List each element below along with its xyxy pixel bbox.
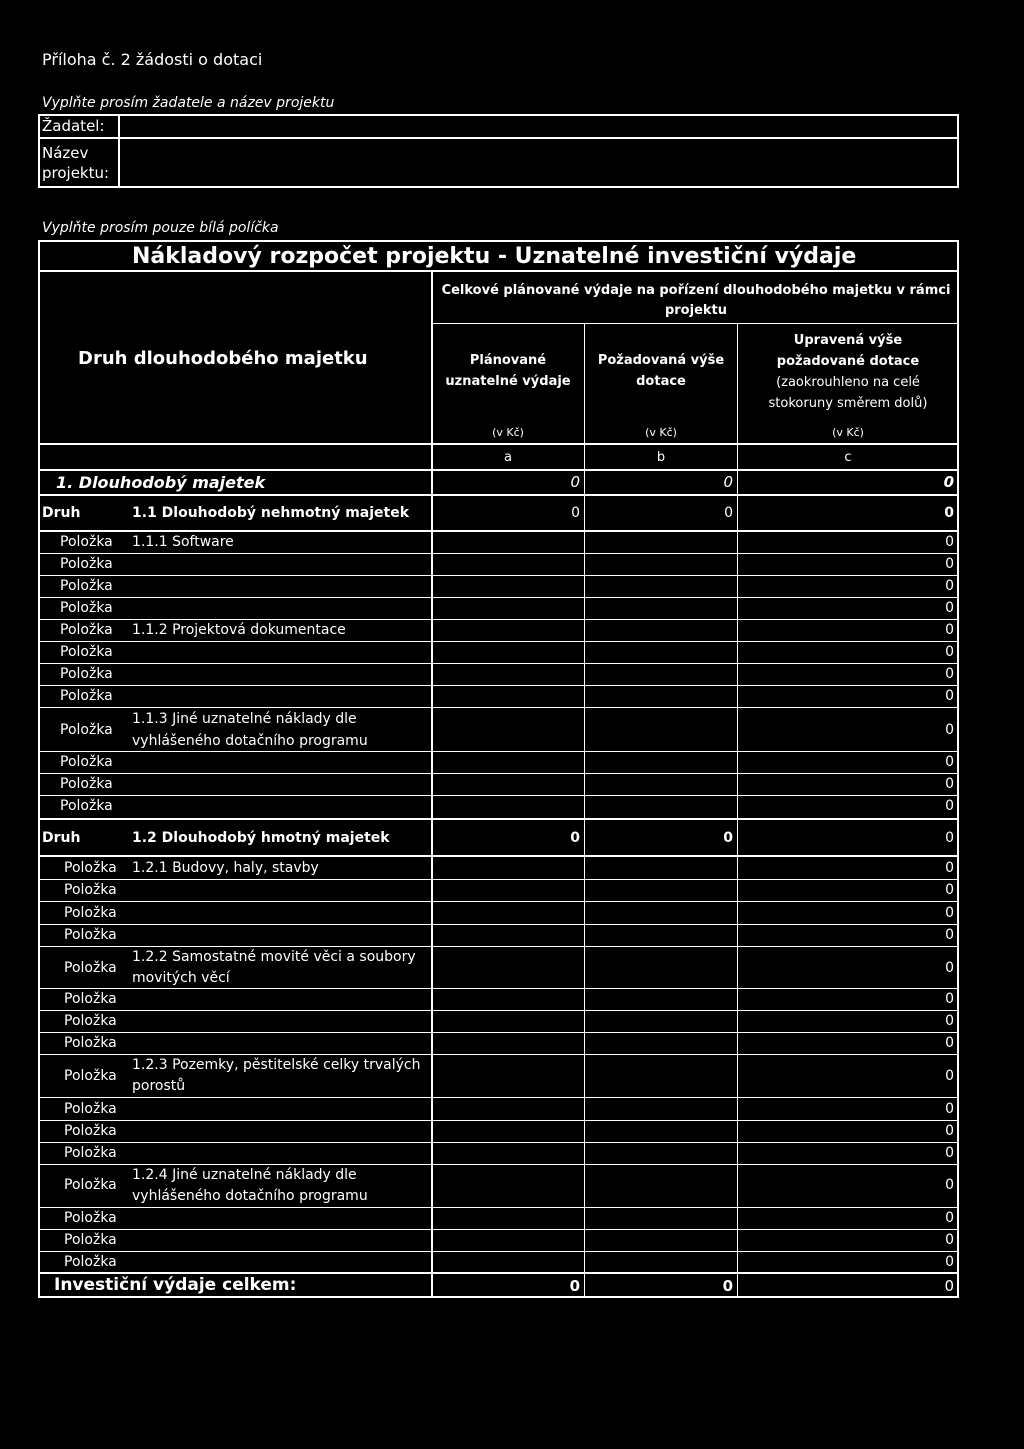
row-label: Položka: [64, 1035, 117, 1051]
item-1-2-1: 1.2.1 Budovy, haly, stavby: [132, 860, 319, 876]
row-value-c: 0: [945, 927, 954, 943]
row-label: Položka: [60, 722, 113, 738]
row-label: Položka: [64, 1101, 117, 1117]
unit-b: (v Kč): [645, 426, 677, 439]
row-value-c: 0: [945, 1145, 954, 1161]
item-1-2-3-line2: porostů: [132, 1078, 186, 1094]
row-value-c: 0: [945, 622, 954, 638]
row-label: Položka: [64, 1254, 117, 1270]
item-1-1-1: 1.1.1 Software: [132, 534, 234, 550]
g12-value-a: 0: [570, 830, 580, 846]
row-label: Položka: [60, 666, 113, 682]
item-1-1-3-line1: 1.1.3 Jiné uznatelné náklady dle: [132, 711, 357, 727]
row-label: Položka: [64, 1177, 117, 1193]
row-label: Položka: [64, 960, 117, 976]
col-a-line1: Plánované: [469, 353, 547, 368]
row-value-c: 0: [945, 556, 954, 572]
row-value-c: 0: [945, 798, 954, 814]
row-label: Položka: [60, 556, 113, 572]
row-value-c: 0: [945, 776, 954, 792]
row-value-c: 0: [945, 578, 954, 594]
item-1-2-4-line1: 1.2.4 Jiné uznatelné náklady dle: [132, 1167, 357, 1183]
row-value-c: 0: [945, 1068, 954, 1084]
row-value-c: 0: [945, 722, 954, 738]
row-label: Položka: [60, 534, 113, 550]
row-value-c: 0: [945, 1210, 954, 1226]
g11-value-a: 0: [571, 505, 580, 521]
project-name-input[interactable]: [121, 140, 956, 185]
table-title: Nákladový rozpočet projektu - Uznatelné investiční výdaje: [132, 244, 857, 269]
col-c-line1: Upravená výše: [793, 333, 903, 348]
group-1-1-label: 1.1 Dlouhodobý nehmotný majetek: [132, 505, 410, 521]
item-1-1-2: 1.1.2 Projektová dokumentace: [132, 622, 346, 638]
row-value-c: 0: [945, 905, 954, 921]
item-1-2-3-line1: 1.2.3 Pozemky, pěstitelské celky trvalých: [132, 1057, 421, 1073]
row-value-c: 0: [945, 1035, 954, 1051]
col-c-line4: stokoruny směrem dolů): [768, 396, 928, 411]
project-label-line1: Název: [42, 144, 89, 162]
total-value-c: 0: [944, 1277, 954, 1295]
total-value-a: 0: [569, 1277, 580, 1295]
row-value-c: 0: [945, 666, 954, 682]
row-value-c: 0: [945, 534, 954, 550]
letter-a: a: [504, 450, 512, 465]
row-label: Položka: [60, 776, 113, 792]
g12-value-b: 0: [723, 830, 733, 846]
sec1-value-b: 0: [723, 473, 733, 491]
applicant-hint: Vyplňte prosím žadatele a název projektu: [42, 95, 335, 111]
row-label: Položka: [64, 1013, 117, 1029]
row-value-c: 0: [945, 1101, 954, 1117]
row-value-c: 0: [945, 960, 954, 976]
col-c-line2: požadované dotace: [776, 354, 920, 369]
row-label: Položka: [60, 798, 113, 814]
row-value-c: 0: [945, 882, 954, 898]
col-b-line2: dotace: [636, 374, 686, 389]
row-value-c: 0: [945, 600, 954, 616]
row-value-c: 0: [945, 1123, 954, 1139]
row-value-c: 0: [945, 754, 954, 770]
col-group-header: Celkové plánované výdaje na pořízení dlouhodobého majetku v rámci projektu: [441, 283, 951, 318]
g12-value-c: 0: [945, 830, 954, 846]
row-label: Položka: [60, 578, 113, 594]
sec1-value-a: 0: [570, 473, 580, 491]
attachment-title: Příloha č. 2 žádosti o dotaci: [42, 50, 263, 69]
sec1-value-c: 0: [943, 473, 954, 491]
row-value-c: 0: [945, 688, 954, 704]
row-value-c: 0: [945, 1232, 954, 1248]
g11-value-b: 0: [724, 505, 733, 521]
row-label: Položka: [64, 927, 117, 943]
item-1-1-3-line2: vyhlášeného dotačního programu: [132, 733, 368, 749]
white-fields-hint: Vyplňte prosím pouze bílá políčka: [42, 220, 279, 236]
item-1-2-4-line2: vyhlášeného dotačního programu: [132, 1188, 368, 1204]
group-druh-label: Druh: [42, 830, 81, 846]
row-label: Položka: [60, 622, 113, 638]
total-label: Investiční výdaje celkem:: [54, 1275, 297, 1295]
row-label: Položka: [64, 860, 117, 876]
col-b-line1: Požadovaná výše: [597, 353, 725, 368]
letter-c: c: [844, 450, 852, 465]
unit-a: (v Kč): [492, 426, 524, 439]
g11-value-c: 0: [944, 505, 954, 521]
row-value-c: 0: [945, 860, 954, 876]
row-label: Položka: [60, 600, 113, 616]
row-label: Položka: [64, 905, 117, 921]
row-label: Položka: [64, 1068, 117, 1084]
row-label: Položka: [64, 1210, 117, 1226]
project-label-line2: projektu:: [42, 164, 110, 182]
row-value-c: 0: [945, 991, 954, 1007]
row-label: Položka: [64, 882, 117, 898]
row-label: Položka: [64, 1232, 117, 1248]
group-druh-label: Druh: [42, 505, 81, 521]
applicant-input[interactable]: [121, 117, 956, 135]
applicant-label: Žadatel:: [42, 117, 105, 135]
row-value-c: 0: [945, 1177, 954, 1193]
col-asset-type: Druh dlouhodobého majetku: [78, 348, 368, 369]
row-value-c: 0: [945, 1254, 954, 1270]
row-label: Položka: [64, 1123, 117, 1139]
item-1-2-2-line2: movitých věcí: [132, 970, 230, 986]
row-label: Položka: [64, 991, 117, 1007]
item-1-2-2-line1: 1.2.2 Samostatné movité věci a soubory: [132, 949, 416, 965]
group-1-2-label: 1.2 Dlouhodobý hmotný majetek: [132, 830, 390, 846]
row-label: Položka: [60, 644, 113, 660]
letter-b: b: [656, 450, 666, 465]
row-label: Položka: [60, 754, 113, 770]
col-a-line2: uznatelné výdaje: [445, 374, 571, 389]
row-label: Položka: [64, 1145, 117, 1161]
row-label: Položka: [60, 688, 113, 704]
col-c-line3: (zaokrouhleno na celé: [776, 375, 920, 390]
total-value-b: 0: [722, 1277, 733, 1295]
unit-c: (v Kč): [832, 426, 864, 439]
row-value-c: 0: [945, 1013, 954, 1029]
row-value-c: 0: [945, 644, 954, 660]
section-1-label: 1. Dlouhodobý majetek: [56, 473, 266, 492]
